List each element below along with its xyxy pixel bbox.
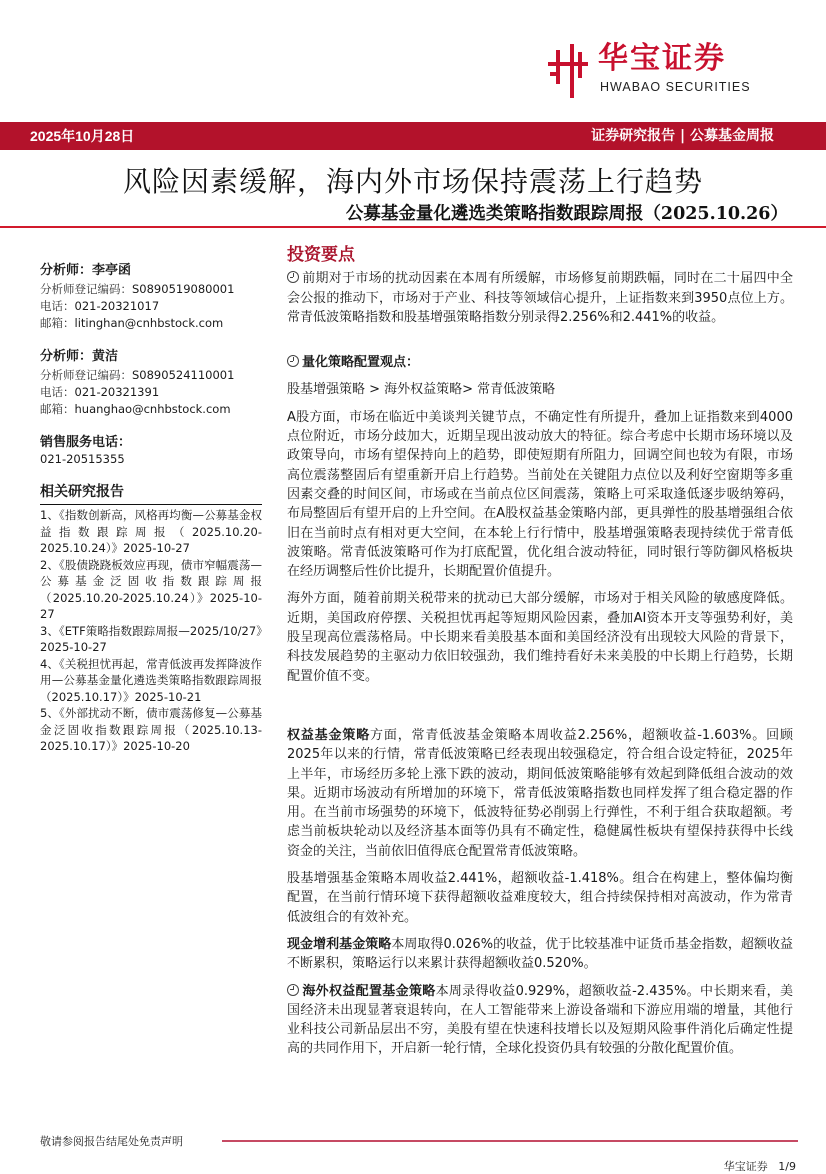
overseas-fund-text: 本周录得收益0.929%，超额收益-2.435%。中长期来看，美国经济未出现显著衰退转向，在人工智能带来上游设备端和下游应用端的增量，其他行业科技公司新品层出不穷，美股有望在快速科技增长以及短期风险事件消化后确定性提高的共同作用下，开启新一轮行情，全球化投资仍具有较强的分散化配置价值。 [287,983,793,1057]
quant-view-heading [287,353,793,372]
equity-strategy-text: 方面，常青低波基金策略本周收益2.256%，超额收益-1.603%。回顾2025年以来的行情，常青低波策略已经表现出较强稳定，符合组合设定特征，2025年上半年，市场经历多轮上涨下跌的波动，期间低波策略能够有效起到降低组合波动的效果。近期市场波动有所增加的环境下，常青低波策略指数也同样发挥了组合稳定器的作用。在当前市场强势的环境下，低波特征势必削弱上行弹性，不利于组合获取超额。考虑当前板块轮动以及经济基本面等仍具有不确定性，稳健属性板块有望保持获得中长线资金的关注，当前依旧值得底仓配置常青低波策略。 [287,727,793,859]
strategy-ranking: 股基增强策略 > 海外权益策略> 常青低波策略 [287,382,556,398]
related-report-item[interactable]: 4、《关税担忧再起，常青低波再发挥降波作用—公募基金量化遴选类策略指数跟踪周报（2025.10.17）》2025-10-21 [40,656,262,704]
email-label: 邮箱： [40,316,75,330]
analyst-card [40,262,262,332]
equity-strategy-paragraph [287,726,793,861]
cash-strategy-paragraph [287,935,793,974]
clock-bullet-icon [287,271,299,283]
equity-strategy-label: 权益基金策略 [287,727,371,743]
reg-label: 分析师登记编码： [40,368,132,382]
phone-label: 电话： [40,385,75,399]
phone-label: 电话： [40,299,75,313]
email-label: 邮箱： [40,402,75,416]
footer-divider [222,1140,798,1142]
report-title: 风险因素缓解，海内外市场保持震荡上行趋势 [122,165,703,198]
overseas-fund-paragraph [287,982,793,1059]
hwabao-logo [548,40,788,100]
clock-bullet-icon [287,355,299,367]
logo-chinese-name: 华宝证券 [598,41,726,76]
related-report-item[interactable]: 5、《外部扰动不断，债市震荡修复—公募基金泛固收指数跟踪周报（2025.10.13-2025.10.17）》2025-10-20 [40,706,262,753]
related-report-item[interactable]: 3、《ETF策略指数跟踪周报—2025/10/27》2025-10-27 [40,623,262,654]
logo-english-name: HWABAO SECURITIES [600,80,751,94]
phone-number: 021-20321017 [74,299,160,313]
analyst-name: 分析师：黄洁 [40,349,119,364]
intro-text: 前期对于市场的扰动因素在本周有所缓解，市场修复前期跌幅，同时在二十届四中全会公报的推动下，市场对于产业、科技等领域信心提升，上证指数来到3950点位上方。常青低波策略指数和股基增强策略指数分别录得2.256%和2.441%的收益。 [287,271,793,325]
quant-view-heading-text: 量化策略配置观点： [302,355,420,371]
main-content [287,246,793,1067]
phone-number: 021-20321391 [74,385,160,399]
email-link[interactable]: huanghao@cnhbstock.com [74,402,231,416]
hwabao-logo-mark-icon [548,42,588,98]
disclaimer-note: 敬请参阅报告结尾处免责声明 [40,1135,183,1148]
overseas-fund-label: 海外权益配置基金策略 [302,983,436,999]
overseas-paragraph: 海外方面，随着前期关税带来的扰动已大部分缓解，市场对于相关风险的敏感度降低。近期，美国政府停摆、关税担忧再起等短期风险因素，叠加AI资本开支等强势利好，美股呈现高位震荡格局。中长期来看美股基本面和美国经济没有出现较大风险的背景下，科技发展趋势的主驱动力依旧较强劲，我们维持看好未来美股的中长期上行趋势，长期配置价值不变。 [287,591,793,684]
report-date: 2025年10月28日 [30,128,135,144]
sales-phone: 021-20515355 [40,452,125,466]
intro-paragraph [287,269,793,327]
page-footer [724,1158,796,1174]
analyst-card [40,348,262,418]
reg-number: S0890524110001 [132,368,235,382]
cash-strategy-label: 现金增利基金策略 [287,936,392,952]
a-share-paragraph: A股方面，市场在临近中美谈判关键节点，不确定性有所提升，叠加上证指数来到4000点位附近，市场分歧加大，近期呈现出波动放大的特征。综合考虑中长期市场环境以及政策导向，市场有望保持向上的趋势，即使短期有所阻力，回调空间也较为有限，市场高位震荡整固后有望重新开启上行趋势。当前处在关键阻力点位以及利好空窗期等多重因素交叠的时间区间，市场或在当前点位区间震荡，策略上可采取逢低逐步吸纳筹码，布局整固后有望开启的上升空间。在A股权益基金策略内部，更具弹性的股基增强组合依旧在当前时点有相对更大空间，在本轮上行行情中，股基增强策略表现持续优于常青低波策略。常青低波策略可作为打底配置，优化组合波动特征，同时银行等防御风格板块在经历调整后性价比提升，长期配置价值提升。 [287,409,793,580]
reg-number: S0890519080001 [132,282,235,296]
report-category: 证券研究报告 | 公募基金周报 [591,128,774,144]
enhanced-strategy-paragraph: 股基增强基金策略本周收益2.441%，超额收益-1.418%。组合在构建上，整体偏均衡配置，在当前行情环境下获得超额收益难度较大，组合持续保持相对高波动，作为常青低波组合的有效补充。 [287,871,793,925]
investment-highlights-heading: 投资要点 [287,245,355,265]
footer-brand: 华宝证券 [723,1160,768,1173]
reg-label: 分析师登记编码： [40,282,132,296]
sales-label: 销售服务电话： [40,435,132,450]
analyst-name: 分析师：李亭函 [40,263,132,278]
sidebar [40,262,262,755]
related-reports [40,484,262,755]
header-divider [0,226,826,228]
sales-contact [40,434,262,468]
email-link[interactable]: litinghan@cnhbstock.com [74,316,224,330]
clock-bullet-icon [287,984,299,996]
page-number: 1/9 [778,1160,796,1173]
header-banner [0,122,826,150]
related-report-item[interactable]: 2、《股债跷跷板效应再现，债市窄幅震荡—公募基金泛固收指数跟踪周报（2025.10.20-2025.10.24）》2025-10-27 [40,557,262,621]
report-subtitle: 公募基金量化遴选类策略指数跟踪周报（2025.10.26） [345,204,788,224]
related-reports-heading: 相关研究报告 [40,484,262,505]
cash-strategy-text: 本周取得0.026%的收益，优于比较基准中证货币基金指数，超额收益不断累积，策略运行以来累计获得超额收益0.520%。 [287,936,793,972]
related-report-item[interactable]: 1、《指数创新高，风格再均衡—公募基金权益指数跟踪周报（2025.10.20-2025.10.24）》2025-10-27 [40,508,262,555]
